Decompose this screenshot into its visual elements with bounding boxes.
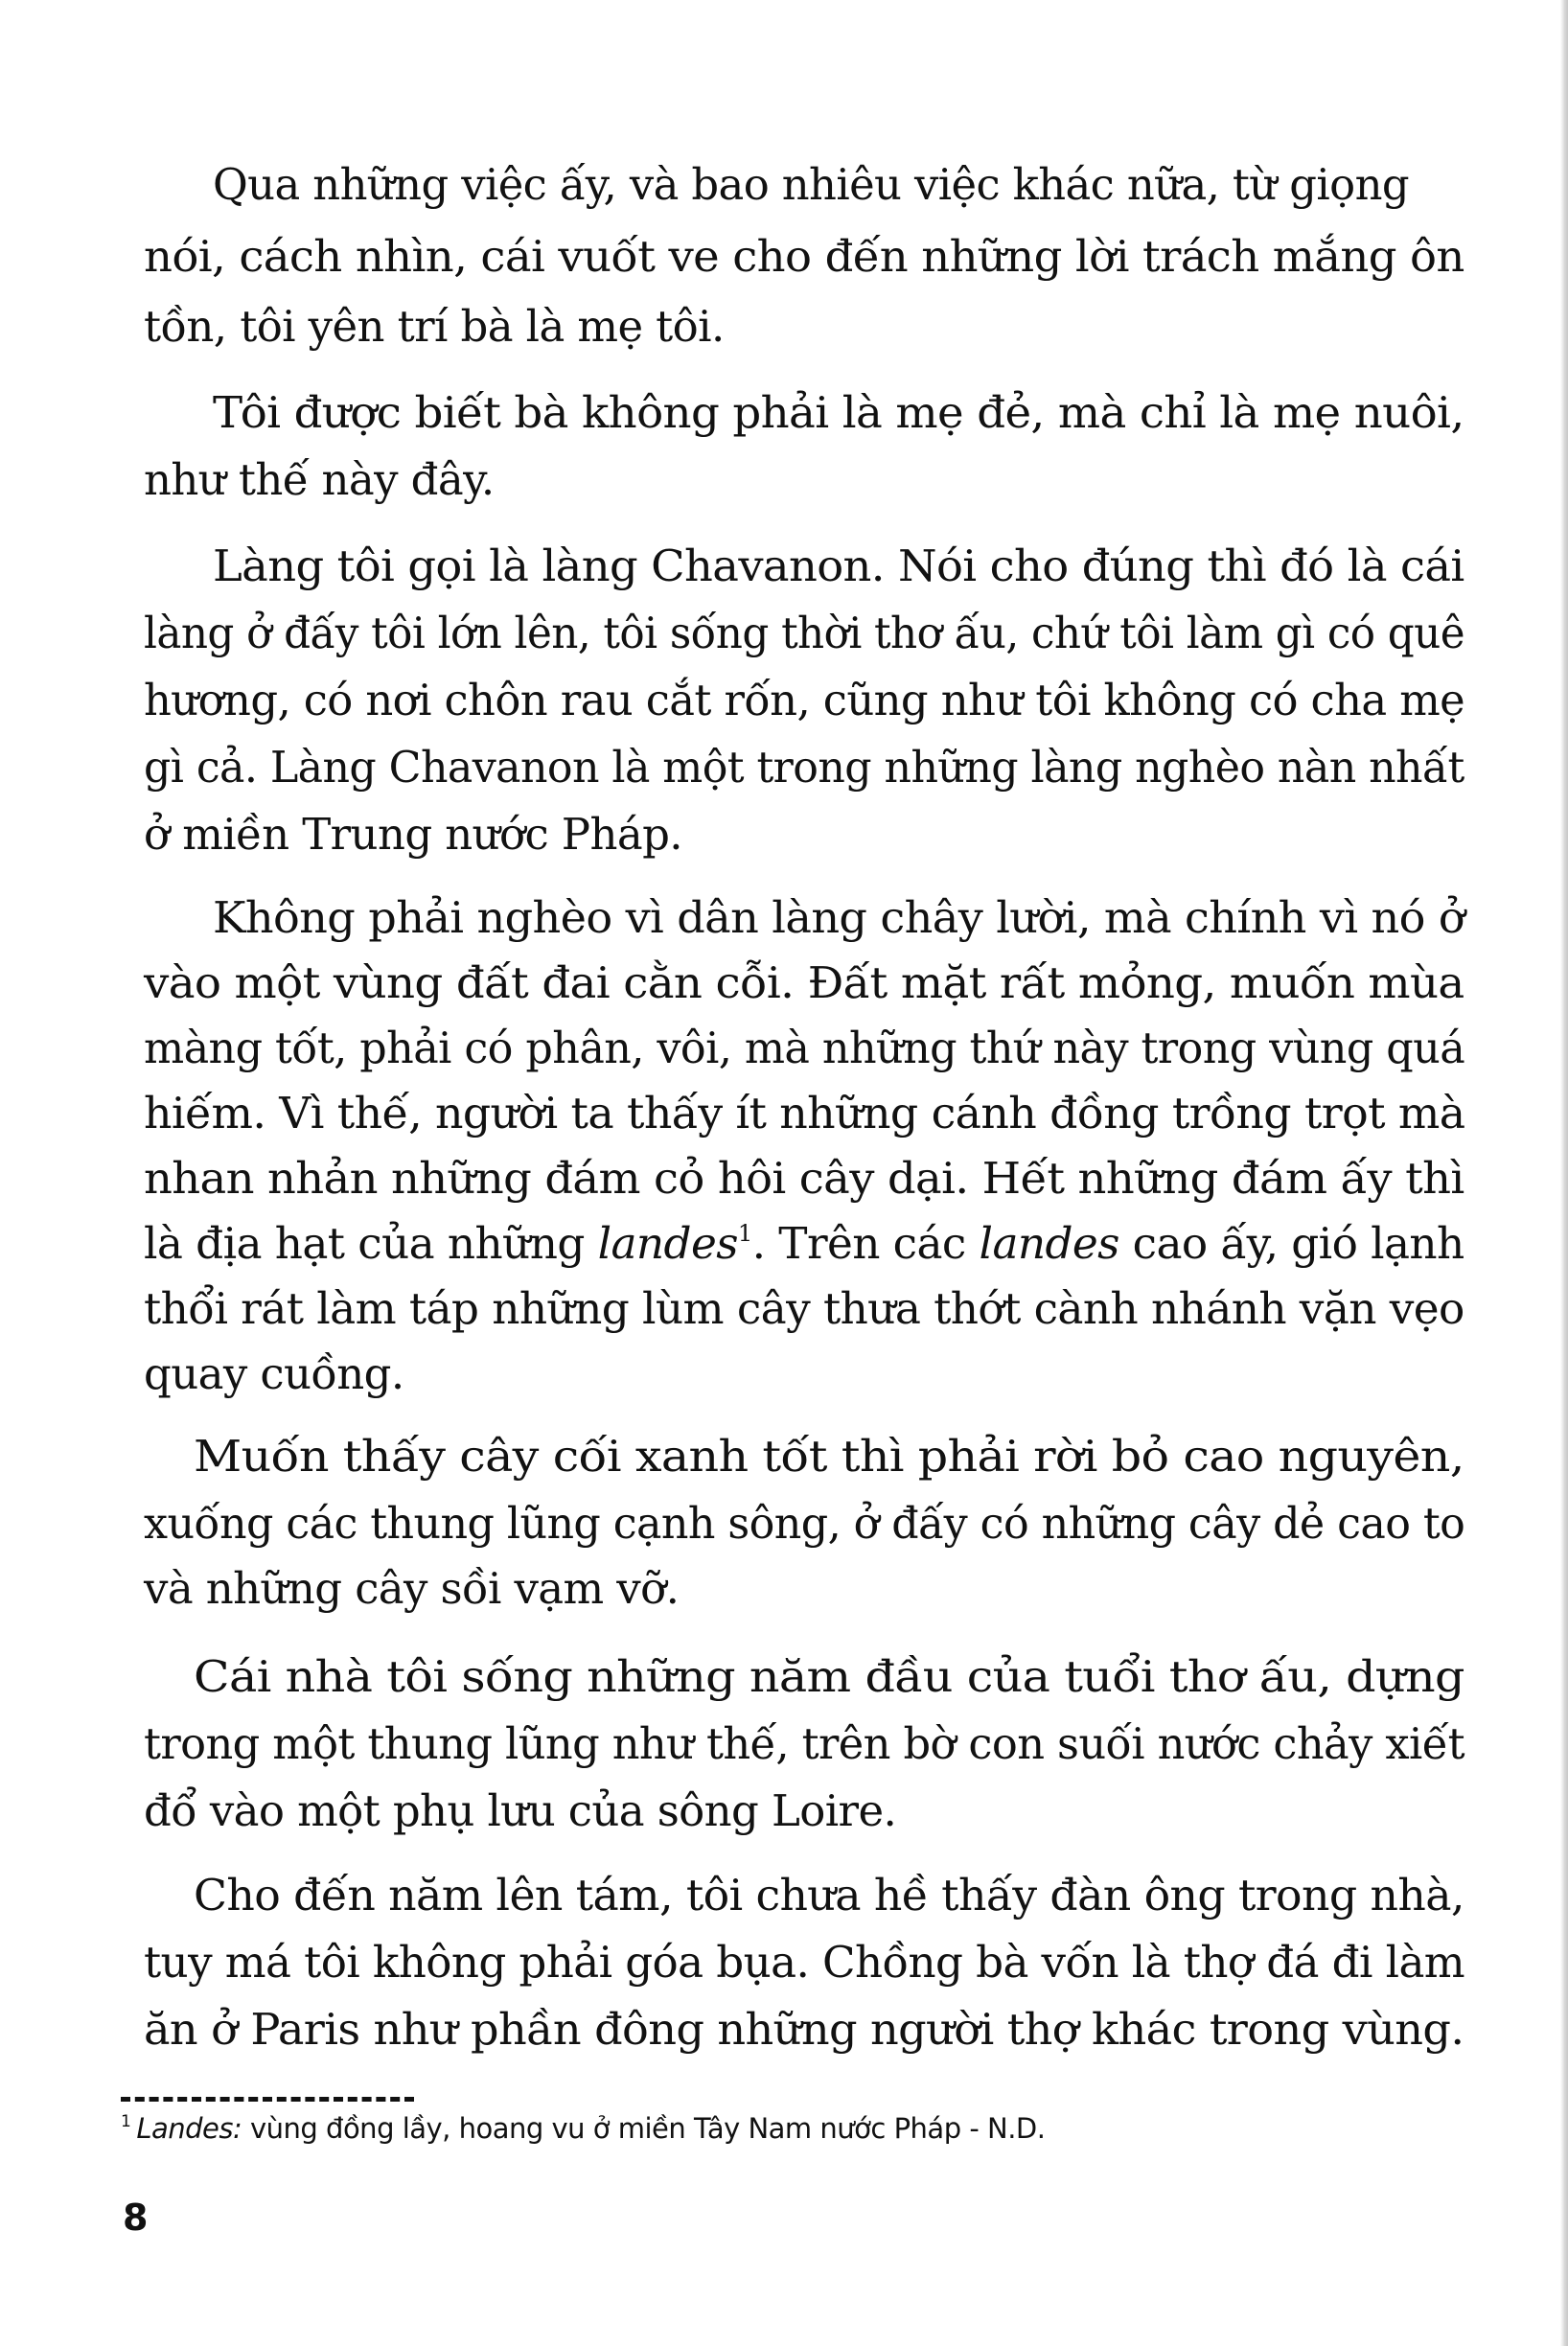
text-line: làng ở đấy tôi lớn lên, tôi sống thời thơ ấu, chứ tôi làm gì có quê (144, 608, 1465, 658)
text-line: trong một thung lũng như thế, trên bờ con suối nước chảy xiết (144, 1718, 1464, 1769)
text-segment: là địa hạt của những (144, 1218, 598, 1269)
text-line: tuy má tôi không phải góa bụa. Chồng bà vốn là thợ đá đi làm (144, 1937, 1465, 1988)
text-line: thổi rát làm táp những lùm cây thưa thớt cành nhánh vặn vẹo (144, 1283, 1464, 1334)
italic-term: landes (597, 1218, 738, 1269)
text-line: Không phải nghèo vì dân làng chây lười, mà chính vì nó ở (213, 892, 1465, 943)
text-segment: . Trên các (751, 1218, 980, 1269)
text-line: Cho đến năm lên tám, tôi chưa hề thấy đàn ông trong nhà, (194, 1870, 1464, 1920)
text-line: quay cuồng. (144, 1348, 404, 1399)
text-line: và những cây sồi vạm vỡ. (144, 1563, 680, 1614)
text-line: hương, có nơi chôn rau cắt rốn, cũng như tôi không có cha mẹ (144, 675, 1465, 725)
text-line: gì cả. Làng Chavanon là một trong những làng nghèo nàn nhất (144, 742, 1464, 793)
page-number: 8 (123, 2196, 149, 2239)
footnote-text: vùng đồng lầy, hoang vu ở miền Tây Nam nước Pháp - N.D. (242, 2112, 1046, 2145)
text-line: nhan nhản những đám cỏ hôi cây dại. Hết những đám ấy thì (144, 1153, 1464, 1204)
footnote-term: Landes: (136, 2112, 242, 2145)
text-line: hiếm. Vì thế, người ta thấy ít những cánh đồng trồng trọt mà (144, 1088, 1465, 1138)
text-line: tồn, tôi yên trí bà là mẹ tôi. (144, 301, 725, 352)
text-line: đổ vào một phụ lưu của sông Loire. (144, 1785, 897, 1836)
text-line: xuống các thung lũng cạnh sông, ở đấy có những cây dẻ cao to (144, 1498, 1465, 1549)
text-segment: cao ấy, gió lạnh (1118, 1218, 1464, 1269)
text-line: ăn ở Paris như phần đông những người thợ khác trong vùng. (144, 2004, 1464, 2055)
text-line: Qua những việc ấy, và bao nhiêu việc khác nữa, từ giọng (213, 159, 1409, 210)
text-line: như thế này đây. (144, 454, 495, 505)
text-line: ở miền Trung nước Pháp. (144, 809, 682, 860)
footnote-number: 1 (121, 2112, 131, 2131)
text-line: Tôi được biết bà không phải là mẹ đẻ, mà chỉ là mẹ nuôi, (213, 387, 1464, 438)
footnote-reference[interactable]: 1 (737, 1220, 752, 1247)
text-line: nói, cách nhìn, cái vuốt ve cho đến những lời trách mắng ôn (144, 231, 1464, 282)
page-edge-shadow (1560, 0, 1568, 2346)
text-line: Làng tôi gọi là làng Chavanon. Nói cho đúng thì đó là cái (213, 540, 1464, 591)
text-line-with-footnote-ref (144, 1218, 1464, 1269)
italic-term: landes (979, 1218, 1119, 1269)
footnote-separator (121, 2097, 414, 2102)
text-line: vào một vùng đất đai cằn cỗi. Đất mặt rất mỏng, muốn mùa (144, 957, 1464, 1008)
text-line: màng tốt, phải có phân, vôi, mà những thứ này trong vùng quá (144, 1023, 1465, 1073)
footnote (121, 2112, 1045, 2145)
text-line: Muốn thấy cây cối xanh tốt thì phải rời bỏ cao nguyên, (194, 1431, 1464, 1482)
text-line: Cái nhà tôi sống những năm đầu của tuổi thơ ấu, dựng (194, 1651, 1464, 1702)
